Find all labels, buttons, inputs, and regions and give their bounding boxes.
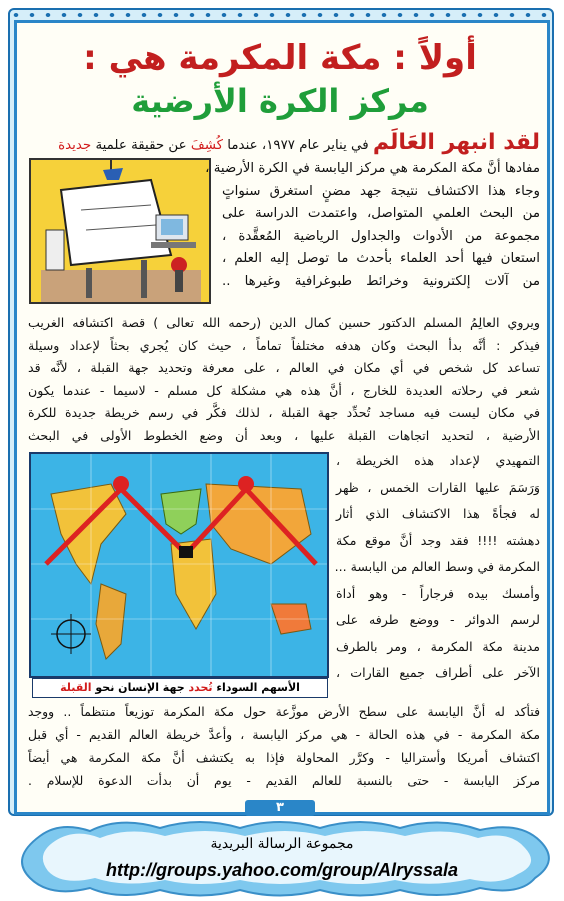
cloud-banner (0, 816, 564, 901)
text-line: وأمسك بيده فرجاراً - وهو أداة (336, 585, 540, 601)
paragraph-1 (205, 158, 540, 293)
text-line: شعر في رحلاته العديدة للخارج ، أنَّ هذه هي مشكلة كل مسلم - لاسيما - عندما يكون (28, 382, 540, 398)
title-line-2: مركز الكرة الأرضية (131, 82, 429, 120)
text-line: فيذكر : أنَّه بدأ البحث وكان هدفه مختلفاً تماماً ، حيث كان يُجري بحثاً لإعداد وسيلة (28, 337, 540, 353)
text-line: من آلات إلكترونية وخرائط طبوغرافية وغيرها .. (222, 273, 540, 289)
text-line: له فجأةً هذا الاكتشاف الذي أثار (336, 506, 540, 521)
title-line-1: أولاً : مكة المكرمة هي : (83, 38, 477, 78)
text: تُحدد (188, 681, 213, 694)
page-number: ٣ (245, 800, 315, 816)
text-line: في مكان ليست فيه مساجد تُحدِّد جهة القبلة ، لذلك فكَّر في رسم خريطة جديدة للكرة (28, 405, 540, 420)
text-line: مركز اليابسة - حتى بالنسبة للعالم القديم - يوم أن بدأت الدعوة للإسلام . (28, 773, 540, 788)
text-line: مجموعة من الأدوات والجداول الرياضية المُعقَّدة ، (222, 228, 540, 244)
text: الأسهم السوداء (212, 681, 300, 694)
text: كُشِفَ (190, 138, 224, 153)
text-line: من البحث العلمي المتواصل، واعتمدت الدراسة على (222, 206, 540, 221)
text-line: تساعد كل شخص في أي مكان في العالم ، على معرفة وتحديد جهة القبلة ، لأنَّه قد (28, 360, 540, 375)
paragraph-1-first-line (58, 130, 540, 158)
text: في يناير عام ١٩٧٧، عندما (223, 138, 373, 153)
world-map (29, 452, 329, 678)
lead-phrase: لقد انبهر العَالَم (372, 130, 540, 155)
footer-group-name: مجموعة الرسالة البريدية (210, 836, 354, 852)
text-line: الأرضية ، لتحديد اتجاهات القبلة عليها ، وبعد أن وضع الخطوط الأولى في البحث (28, 427, 540, 443)
text-line: المكرمة في وسط العالم من اليابسة ... (334, 559, 540, 574)
text: جهة الإنسان نحو (91, 681, 189, 694)
text: عن حقيقة علمية (91, 138, 191, 153)
text-line: اكتشاف أمريكا وأستراليا - وكرَّر المحاولة فإذا به يكتشف أنَّ مكة المكرمة هي أيضاً (28, 750, 540, 765)
text: جديدة (58, 138, 92, 153)
world-map-icon (31, 454, 327, 676)
text-line: الآخر على أطراف جميع القارات ، (336, 665, 540, 680)
text-line: لرسم الدوائر - ووضع طرفه على (336, 612, 540, 627)
text: القبلة (60, 681, 92, 694)
side-text (336, 448, 540, 687)
text-line: وجاء هذا الاكتشاف نتيجة جهد مضنٍ استغرق سنواتٍ (222, 183, 540, 199)
text-line: وَرَسَمَ عليها القارات الخمس ، ظهر (336, 479, 540, 495)
text-line: مكة المكرمة - في هذه الحالة - هي مركز اليابسة ، وأعدَّ خريطة العالم القديم - أي قبل (28, 727, 540, 742)
text-line: ويروي العالِمُ المسلم الدكتور حسين كمال الدين (رحمه الله تعالى ) قصة اكتشافه الغريب (28, 315, 540, 330)
text-line: مفادها أنَّ مكة المكرمة هي مركز اليابسة في الكرة الأرضية ، (205, 161, 540, 176)
desk-illustration (29, 158, 211, 304)
text-line: فتأكد له أنَّ اليابسة على سطح الأرض موزَّعة حول مكة المكرمة توزيعاً منتظماً .. ووجد (28, 704, 540, 719)
footer-url[interactable]: http://groups.yahoo.com/group/Alryssala (105, 860, 459, 880)
paragraph-3 (28, 700, 540, 792)
text-line: مدينة مكة المكرمة ، ومر بالطرف (336, 638, 540, 654)
text-line: استعان فيها أحد العلماء بأحدث ما توصل إليه العلم ، (222, 251, 540, 266)
text-line: دهشته !!!! فقد وجد أنَّ موقع مكة (336, 532, 540, 548)
text-line: التمهيدي لإعداد هذه الخريطة ، (336, 453, 540, 468)
map-caption (32, 678, 328, 698)
paragraph-2 (28, 312, 540, 447)
drafting-desk-icon (31, 160, 209, 302)
